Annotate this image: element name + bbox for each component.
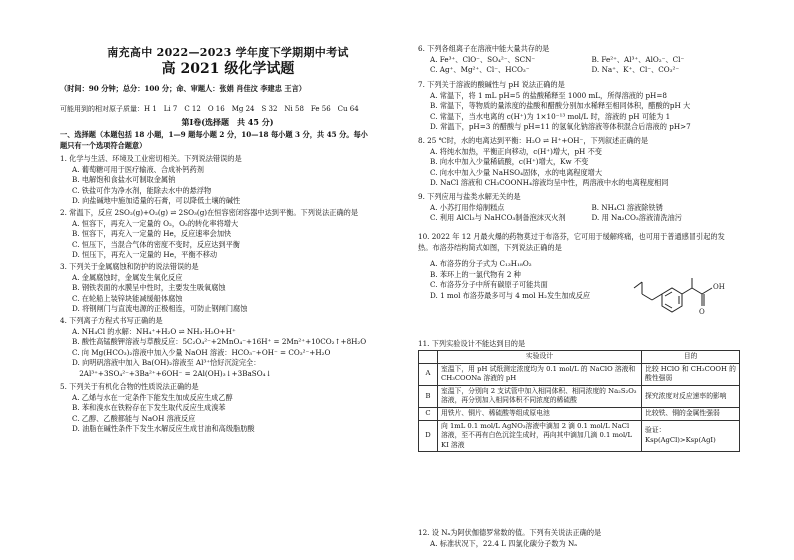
- row-purpose: 比较铁、铜的金属性强弱: [642, 407, 740, 420]
- exam-title: 南充高中 2022—2023 学年度下学期期中考试: [107, 46, 349, 59]
- table-header-row: [419, 351, 740, 364]
- o-label: O: [699, 308, 705, 316]
- question-stem: 10. 2022 年 12 月最火爆的药物莫过于布洛芬，它可用于缓解疼痛，也可用于普通感冒引起的发: [418, 232, 725, 241]
- exam-meta: （时间：90 分钟；总分：100 分；命、审题人：张娟 肖佳汶 李建忠 王言）: [60, 84, 306, 93]
- question-stem: 6. 下列各组离子在溶液中能大量共存的是: [418, 44, 550, 53]
- question-stem-cont: 热。布洛芬结构简式如图，下列说法正确的是: [418, 242, 562, 252]
- option: D. NaCl 溶液和 CH₃COONH₄溶液均呈中性，两溶液中水的电离程度相同: [430, 178, 669, 188]
- question-11: [418, 339, 753, 350]
- option: B. 常温下，等物质的量浓度的盐酸和醋酸分别加水稀释至相同体积，醋酸的pH 大: [430, 101, 691, 111]
- option-row: [430, 213, 753, 224]
- option: B. NH₄Cl 溶液除铁锈: [591, 202, 663, 212]
- option: D. 常温下，pH=3 的醋酸与 pH=11 的氢氧化钠溶液等体积混合后溶液的 pH>7: [430, 122, 691, 132]
- table-row: [419, 385, 740, 407]
- question-stem: 11. 下列实验设计不能达到目的是: [418, 339, 526, 348]
- option: D. 恒压下，再充入一定量的 He，平衡不移动: [72, 250, 218, 260]
- option: C. 乙醇、乙酸都能与 NaOH 溶液反应: [72, 413, 196, 423]
- option: A. 金属腐蚀时，金属发生氧化反应: [72, 272, 183, 282]
- question-2: [60, 208, 395, 261]
- option: A. Fe³⁺、ClO⁻、SO₄²⁻、SCN⁻: [430, 54, 536, 64]
- option: B. 钢铁表面的水膜呈中性时，主要发生吸氧腐蚀: [72, 283, 226, 293]
- option: A. 恒容下，再充入一定量的 O₂，O₂的转化率将增大: [72, 218, 239, 228]
- table-header: 实验设计: [438, 351, 642, 364]
- option: D. 油脂在碱性条件下发生水解反应生成甘油和高级脂肪酸: [72, 424, 255, 434]
- row-label: A: [419, 363, 438, 385]
- option: A. NH₄Cl 的水解：NH₄⁺+H₂O ⇌ NH₃·H₂O+H⁺: [72, 326, 236, 336]
- instruction-line: 一、选择题（本题包括 18 小题，1—9 题每小题 2 分，10—18 每小题 3 分，共 45 分。每小: [60, 130, 368, 139]
- option: D. 将钢闸门与直流电源的正极相连，可防止钢闸门腐蚀: [72, 304, 248, 314]
- option: B. 恒容下，再充入一定量的 He，反应速率会加快: [72, 229, 232, 239]
- row-label: D: [419, 420, 438, 452]
- option: C. 在轮船上装锌块能减缓船体腐蚀: [72, 293, 183, 303]
- option: A. 乙烯与水在一定条件下能发生加成反应生成乙醇: [72, 392, 233, 402]
- question-stem: 3. 下列关于金属腐蚀和防护的说法错误的是: [60, 262, 199, 271]
- option: B. Fe²⁺、Al³⁺、AlO₂⁻、Cl⁻: [591, 54, 685, 64]
- option: C. 布洛芬分子中所有碳原子可能共面: [430, 280, 548, 290]
- oh-label: OH: [713, 283, 725, 291]
- option: A. 布洛芬的分子式为 C₁₃H₁₈O₂: [430, 259, 532, 269]
- table-row: [419, 420, 740, 452]
- option: B. 电解饱和食盐水可制取金属钠: [72, 175, 176, 185]
- row-design: 室温下，分别向 2 支试管中加入相同体积、相同浓度的 Na₂S₂O₃溶液，再分别加入相同体积不同浓度的稀硫酸: [438, 385, 642, 407]
- option: A. 将纯水加热，平衡正向移动，c(H⁺)增大，pH 不变: [430, 146, 602, 156]
- section-heading: 第Ⅰ卷(选择题 共 45 分): [181, 117, 274, 127]
- option: 2Al³⁺+3SO₄²⁻+3Ba²⁺+6OH⁻ = 2Al(OH)₃↓+3BaSO₄↓: [72, 368, 272, 378]
- option: C. Ag⁺、Mg²⁺、Cl⁻、HCO₃⁻: [430, 65, 530, 75]
- option: C. 恒压下，当混合气体的密度不变时，反应达到平衡: [72, 239, 240, 249]
- question-stem: 12. 设 Nₐ为阿伏伽德罗常数的值。下列有关说法正确的是: [418, 528, 602, 537]
- option: D. 1 mol 布洛芬最多可与 4 mol H₂发生加成反应: [430, 290, 591, 300]
- question-stem: 9. 下列应用与盐类水解无关的是: [418, 192, 521, 201]
- question-stem: 5. 下列关于有机化合物的性质说法正确的是: [60, 382, 199, 391]
- option: A. 标准状况下，22.4 L 四氯化碳分子数为 Nₐ: [430, 538, 578, 548]
- option: B. 酸性高锰酸钾溶液与草酸反应：5C₂O₄²⁻+2MnO₄⁻+16H⁺ = 2Mn²⁺+10CO₂↑+8H₂O: [72, 337, 367, 347]
- table-row: [419, 363, 740, 385]
- option: B. 向水中加入少量稀硫酸，c(H⁺)增大，Kw 不变: [430, 157, 589, 167]
- question-3: [60, 262, 395, 315]
- question-4: [60, 316, 395, 380]
- question-9: [418, 192, 753, 224]
- option: A. 常温下，将 1 mL pH=5 的盐酸稀释至 1000 mL，所得溶液的 pH=8: [430, 90, 667, 100]
- option: A. 小苏打用作焙制糕点: [430, 202, 505, 212]
- row-purpose: 比较 HClO 和 CH₃COOH 的酸性强弱: [642, 363, 740, 385]
- question-stem: 1. 化学与生活、环境及工业密切相关。下列说法错误的是: [60, 154, 242, 163]
- table-header: [419, 351, 438, 364]
- option: D. 向明矾溶液中加入 Ba(OH)₂溶液至 Al³⁺恰好沉淀完全：: [72, 358, 261, 368]
- row-design: 室温下，用 pH 试纸测定浓度均为 0.1 mol/L 的 NaClO 溶液和 CH₃COONa 溶液的 pH: [438, 363, 642, 385]
- option: D. 向盐碱地中施加适量的石膏，可以降低土壤的碱性: [72, 196, 241, 206]
- option: C. 常温下，当水电离的 c(H⁺)为 1×10⁻¹³ mol/L 时，溶液的 pH 可能为 1: [430, 111, 671, 121]
- option-row: [430, 55, 753, 66]
- question-stem: 8. 25 ℃时，水的电离达到平衡：H₂O ⇌ H⁺+OH⁻，下列叙述正确的是: [418, 136, 649, 145]
- experiment-table: [418, 350, 740, 452]
- option: B. 苯环上的一氯代物有 2 种: [430, 269, 521, 279]
- row-design: 向 1mL 0.1 mol/L AgNO₃溶液中滴加 2 滴 0.1 mol/L NaCl 溶液，至不再有白色沉淀生成时，再向其中滴加几滴 0.1 mol/L KI 溶液: [438, 420, 642, 452]
- exam-subtitle: 高 2021 级化学试题: [161, 61, 295, 77]
- option: C. 向水中加入少量 NaHSO₄固体，水的电离程度增大: [430, 167, 603, 177]
- question-8: [418, 136, 753, 189]
- table-header: 目的: [642, 351, 740, 364]
- option: C. 铁盐可作为净水剂，能除去水中的悬浮物: [72, 185, 212, 195]
- question-stem: 4. 下列离子方程式书写正确的是: [60, 316, 163, 325]
- option: A. 葡萄糖可用于医疗输液、合成补钙药剂: [72, 164, 204, 174]
- row-design: 用铁片、铜片、稀硫酸等组成原电池: [438, 407, 642, 420]
- option-row: [430, 203, 753, 214]
- question-12: [418, 528, 753, 549]
- option: C. 利用 AlCl₃与 NaHCO₃制备泡沫灭火剂: [430, 213, 566, 223]
- question-1: [60, 154, 395, 207]
- row-label: C: [419, 407, 438, 420]
- question-stem: 2. 常温下，反应 2SO₂(g)+O₂(g) ⇌ 2SO₃(g)在恒容密闭容器中达到平衡。下列说法正确的是: [60, 208, 359, 217]
- row-label: B: [419, 385, 438, 407]
- atomic-masses: 可能用到的相对原子质量：H 1 Li 7 C 12 O 16 Mg 24 S 32 Ni 58 Fe 56 Cu 64: [60, 105, 359, 113]
- question-7: [418, 80, 753, 133]
- table-row: [419, 407, 740, 420]
- option: B. 苯和溴水在铁粉存在下发生取代反应生成溴苯: [72, 403, 226, 413]
- option: D. Na⁺、K⁺、Cl⁻、CO₃²⁻: [591, 65, 680, 75]
- instructions: [60, 130, 395, 151]
- question-5: [60, 382, 395, 435]
- option-row: [430, 65, 753, 76]
- row-purpose: 探究浓度对反应速率的影响: [642, 385, 740, 407]
- question-6: [418, 44, 753, 76]
- instruction-line: 题只有一个选项符合题意）: [60, 140, 147, 150]
- row-purpose: 验证：Ksp(AgCl)>Ksp(AgI): [642, 420, 740, 452]
- question-stem: 7. 下列关于溶液的酸碱性与 pH 说法正确的是: [418, 80, 565, 89]
- ibuprofen-structure: [628, 278, 740, 338]
- option: C. 向 Mg(HCO₃)₂溶液中加入少量 NaOH 溶液：HCO₃⁻+OH⁻ = CO₃²⁻+H₂O: [72, 347, 331, 357]
- option: D. 用 Na₂CO₃溶液清洗油污: [591, 213, 682, 223]
